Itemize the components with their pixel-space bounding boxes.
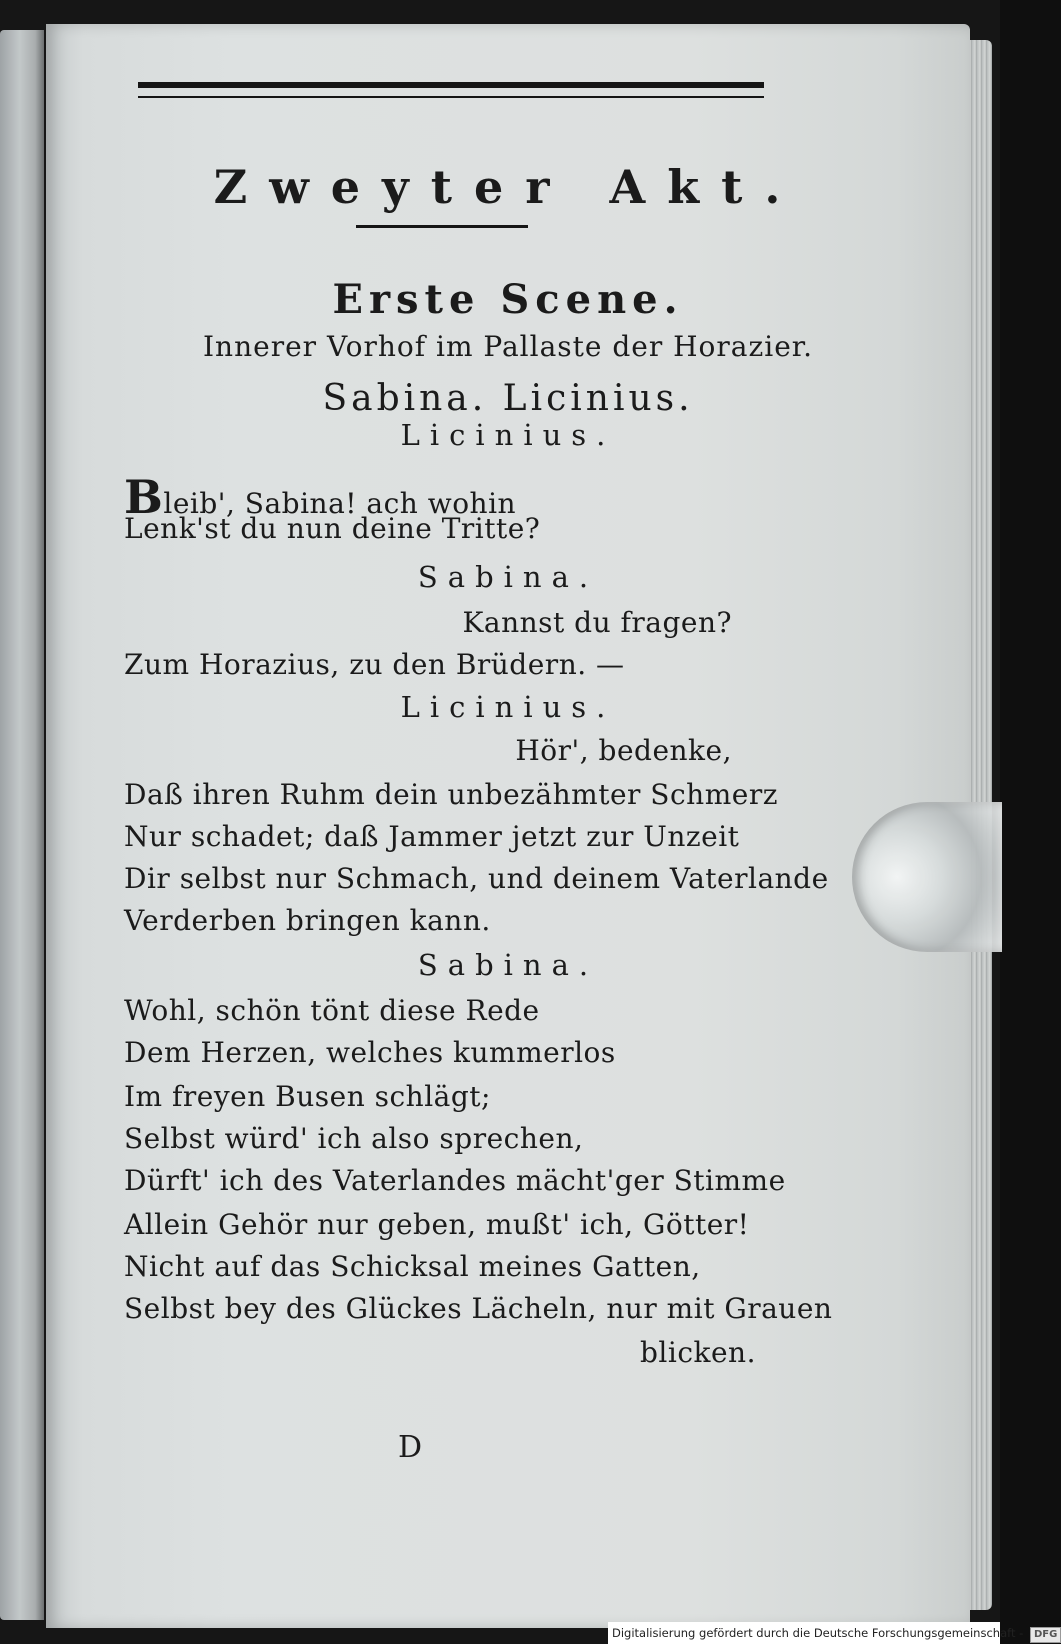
signature-mark: D <box>397 1430 423 1465</box>
verse-line: Zum Horazius, zu den Brüdern. — <box>124 648 625 681</box>
speaker-label: Licinius. <box>400 418 616 452</box>
verse-line: Hör', bedenke, <box>515 734 732 767</box>
digitization-footer <box>608 1622 1058 1644</box>
verse-line: Daß ihren Ruhm dein unbezähmter Schmerz <box>124 778 778 811</box>
verse-line: Wohl, schön tönt diese Rede <box>124 994 540 1027</box>
stage-direction: Innerer Vorhof im Pallaste der Horazier. <box>203 330 813 363</box>
speaker-label: Sabina. <box>417 560 599 594</box>
act-underline <box>356 225 528 228</box>
dfg-logo: DFG <box>1030 1627 1061 1643</box>
drop-cap: B <box>124 470 164 524</box>
footer-text: Digitalisierung gefördert durch die Deutsche Forschungsgemeinschaft - <box>612 1626 1024 1640</box>
verse-line: Dürft' ich des Vaterlandes mächt'ger Stimme <box>124 1164 786 1197</box>
header-thin-rule <box>138 96 764 98</box>
header-thick-rule <box>138 82 764 88</box>
verse-line: Im freyen Busen schlägt; <box>124 1080 491 1113</box>
verse-line: Selbst würd' ich also sprechen, <box>124 1122 584 1155</box>
scene-title: Erste Scene. <box>332 276 684 323</box>
verse-line: Nur schadet; daß Jammer jetzt zur Unzeit <box>124 820 740 853</box>
characters-list: Sabina. Licinius. <box>322 378 694 419</box>
verse-text: leib', Sabina! ach wohin <box>163 487 517 520</box>
verse-line: Lenk'st du nun deine Tritte? <box>124 512 541 545</box>
verse-line: Selbst bey des Glückes Lächeln, nur mit Grauen <box>124 1292 833 1325</box>
verse-line: Nicht auf das Schicksal meines Gatten, <box>124 1250 701 1283</box>
act-title: Zweyter Akt. <box>213 160 803 214</box>
speaker-label: Sabina. <box>417 948 599 982</box>
verse-line: Dem Herzen, welches kummerlos <box>124 1036 616 1069</box>
verse-line: Verderben bringen kann. <box>124 904 491 937</box>
verse-line: Dir selbst nur Schmach, und deinem Vaterlande <box>124 862 829 895</box>
left-facing-page <box>0 30 44 1620</box>
verse-line: Allein Gehör nur geben, mußt' ich, Götter! <box>124 1208 750 1241</box>
speaker-label: Licinius. <box>400 690 616 724</box>
verse-line: Kannst du fragen? <box>462 606 732 639</box>
verse-line: blicken. <box>640 1336 756 1369</box>
glass-page-clamp <box>852 802 1002 952</box>
